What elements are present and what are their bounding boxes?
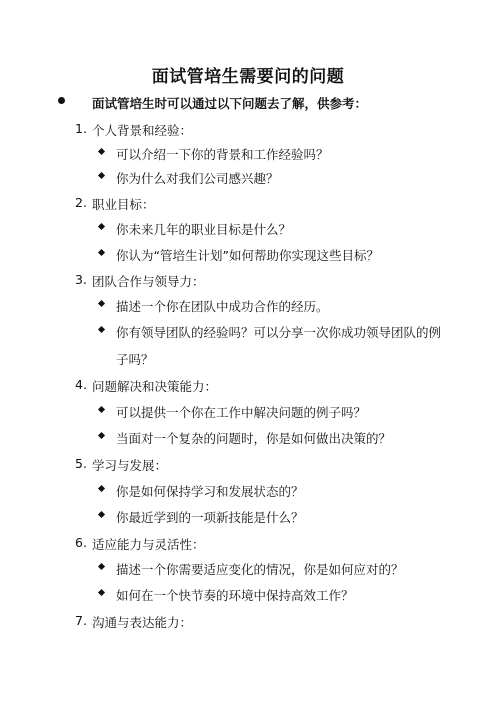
- diamond-bullet-icon: [98, 300, 105, 307]
- diamond-bullet-icon: [98, 148, 105, 155]
- diamond-bullet-icon: [98, 172, 105, 179]
- list-item-text-continued: 子吗？: [116, 352, 154, 367]
- section-title: 职业目标：: [92, 197, 155, 212]
- list-item-text: 你认为“管培生计划”如何帮助你实现这些目标？: [116, 248, 379, 263]
- list-item-text: 你为什么对我们公司感兴趣？: [116, 171, 279, 186]
- diamond-bullet-icon: [98, 223, 105, 230]
- section-number: 1.: [75, 121, 87, 136]
- section-title: 团队合作与领导力：: [92, 274, 205, 289]
- list-item-text: 你有领导团队的经验吗？可以分享一次你成功领导团队的例: [116, 325, 442, 340]
- section-number: 5.: [75, 456, 87, 471]
- section-title: 适应能力与灵活性：: [92, 537, 205, 552]
- section-title: 沟通与表达能力：: [92, 615, 193, 630]
- section-title: 问题解决和决策能力：: [92, 379, 218, 394]
- list-item-text: 你未来几年的职业目标是什么？: [116, 222, 292, 237]
- diamond-bullet-icon: [98, 589, 105, 596]
- diamond-bullet-icon: [98, 511, 105, 518]
- list-item-text: 描述一个你在团队中成功合作的经历。: [116, 299, 329, 314]
- section-number: 2.: [75, 195, 87, 210]
- section-number: 7.: [75, 613, 87, 628]
- bullet-dot-icon: [58, 97, 65, 104]
- section-number: 4.: [75, 377, 87, 392]
- list-item-text: 当面对一个复杂的问题时，你是如何做出决策的？: [116, 431, 392, 446]
- list-item-text: 描述一个你需要适应变化的情况，你是如何应对的？: [116, 562, 404, 577]
- page-title: 面试管培生需要问的问题: [151, 67, 345, 87]
- list-item-text: 你最近学到的一项新技能是什么？: [116, 510, 304, 525]
- section-number: 6.: [75, 535, 87, 550]
- diamond-bullet-icon: [98, 485, 105, 492]
- diamond-bullet-icon: [98, 406, 105, 413]
- list-item-text: 如何在一个快节奏的环境中保持高效工作？: [116, 588, 354, 603]
- section-title: 个人背景和经验：: [92, 123, 193, 138]
- list-item-text: 可以提供一个你在工作中解决问题的例子吗？: [116, 405, 367, 420]
- intro-text: 面试管培生时可以通过以下问题去了解，供参考：: [92, 96, 368, 111]
- section-title: 学习与发展：: [92, 458, 168, 473]
- diamond-bullet-icon: [98, 249, 105, 256]
- diamond-bullet-icon: [98, 326, 105, 333]
- list-item-text: 可以介绍一下你的背景和工作经验吗？: [116, 147, 329, 162]
- diamond-bullet-icon: [98, 563, 105, 570]
- diamond-bullet-icon: [98, 432, 105, 439]
- section-number: 3.: [75, 272, 87, 287]
- list-item-text: 你是如何保持学习和发展状态的？: [116, 484, 304, 499]
